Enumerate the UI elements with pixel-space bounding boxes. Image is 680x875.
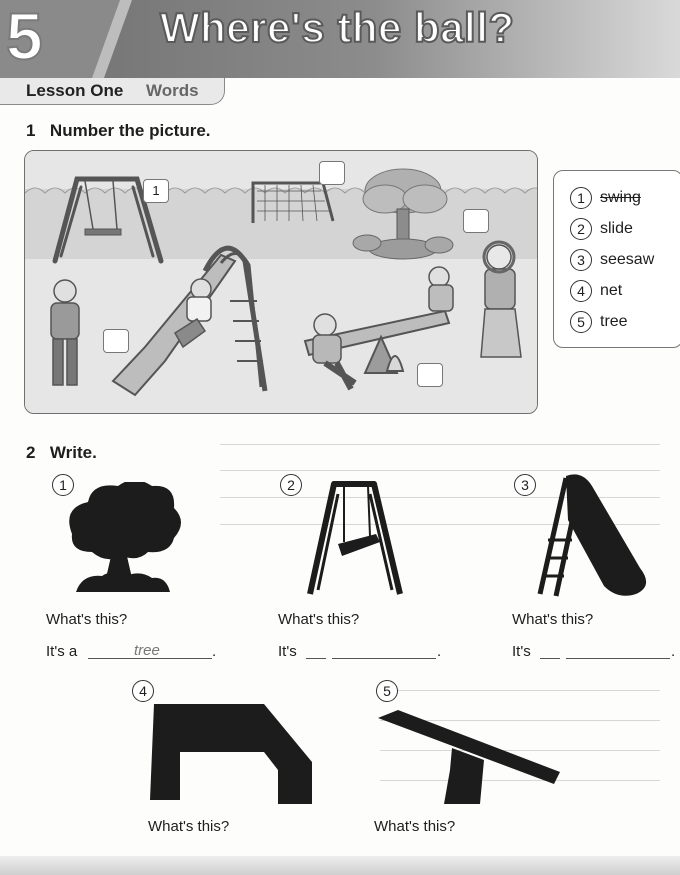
word-number: 1	[570, 187, 592, 209]
word-bank-item	[570, 249, 654, 273]
question-text: What's this?	[46, 611, 128, 628]
word-bank	[553, 170, 680, 348]
question-text: What's this?	[374, 818, 456, 835]
word-bank-item	[570, 311, 628, 335]
answer-line[interactable]	[306, 658, 326, 659]
sentence-period: .	[437, 643, 442, 660]
section2-heading	[26, 443, 97, 463]
bleed-line	[220, 444, 660, 445]
word-bank-item	[570, 187, 641, 211]
swing-number-box[interactable]: 1	[143, 179, 169, 203]
word-bank-item	[570, 218, 633, 242]
question-number: 5	[376, 680, 398, 702]
lesson-label: Lesson One	[26, 81, 124, 100]
question-number: 2	[280, 474, 302, 496]
page-shadow	[0, 856, 680, 875]
answer-prefix: It's	[512, 643, 531, 660]
answer-prefix: It's a	[46, 643, 78, 660]
section2-number: 2	[26, 443, 36, 462]
question-number: 3	[514, 474, 536, 496]
word-label: swing	[600, 189, 641, 206]
unit-header	[0, 0, 680, 78]
swing-silhouette-icon	[300, 470, 410, 598]
answer-line[interactable]	[566, 658, 670, 659]
word-bank-item	[570, 280, 622, 304]
answer-prefix: It's	[278, 643, 297, 660]
word-number: 2	[570, 218, 592, 240]
sentence-period: .	[671, 643, 676, 660]
lesson-tab	[0, 78, 225, 105]
word-label: seesaw	[600, 251, 655, 268]
word-number: 5	[570, 311, 592, 333]
question-number: 4	[132, 680, 154, 702]
word-label: net	[600, 282, 623, 299]
question-text: What's this?	[148, 818, 230, 835]
word-label: slide	[600, 220, 633, 237]
tree-silhouette-icon	[62, 482, 182, 594]
seesaw-number-box[interactable]	[417, 363, 443, 387]
answer-line[interactable]	[540, 658, 560, 659]
word-label: tree	[600, 313, 628, 330]
net-silhouette-icon	[146, 700, 318, 806]
unit-number: 5	[6, 0, 43, 73]
question-text: What's this?	[278, 611, 360, 628]
tree-number-box[interactable]	[463, 209, 489, 233]
section1-instruction: Number the picture.	[49, 121, 211, 140]
seesaw-silhouette-icon	[374, 706, 562, 806]
word-number: 3	[570, 249, 592, 271]
word-number: 4	[570, 280, 592, 302]
question-text: What's this?	[512, 611, 594, 628]
bleed-line	[380, 690, 660, 691]
section1-number: 1	[26, 121, 36, 140]
question-number: 1	[52, 474, 74, 496]
page-title: Where's the ball?	[160, 4, 515, 51]
sentence-period: .	[212, 643, 217, 660]
slide-silhouette-icon	[532, 470, 668, 600]
playground-picture	[24, 150, 538, 414]
section2-instruction: Write.	[49, 443, 97, 462]
slide-number-box[interactable]	[103, 329, 129, 353]
answer-text: tree	[134, 642, 160, 659]
net-number-box[interactable]	[319, 161, 345, 185]
answer-line[interactable]	[332, 658, 436, 659]
section1-heading	[26, 121, 211, 141]
lesson-subtitle: Words	[146, 81, 199, 100]
playground-illustration	[25, 151, 537, 413]
